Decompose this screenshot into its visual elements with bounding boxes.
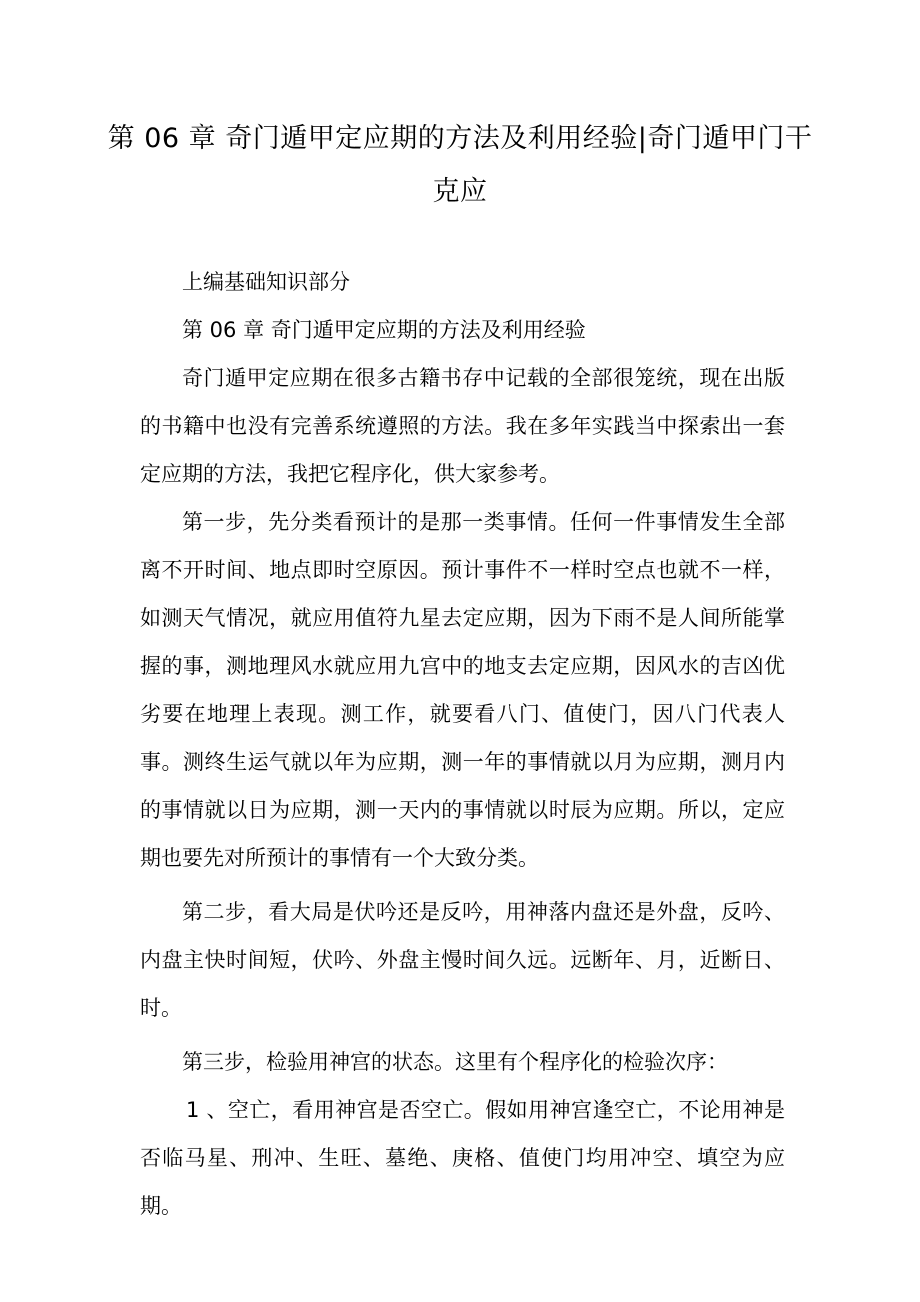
list-item-1: 1 、空亡，看用神宫是否空亡。假如用神宫逢空亡，不论用神是否临马星、刑冲、生旺、墓绝、庚格、值使门均用冲空、填空为应期。 [140, 1098, 785, 1218]
step-three-paragraph: 第三步，检验用神宫的状态。这里有个程序化的检验次序： [182, 1050, 728, 1074]
chapter-heading: 第 06 章 奇门遁甲定应期的方法及利用经验 [182, 318, 586, 342]
document-body [140, 258, 785, 1230]
section-heading: 上编基础知识部分 [182, 270, 350, 294]
intro-paragraph: 奇门遁甲定应期在很多古籍书存中记载的全部很笼统，现在出版的书籍中也没有完善系统遵照的方法。我在多年实践当中探索出一套定应期的方法，我把它程序化，供大家参考。 [140, 366, 785, 486]
step-two-paragraph: 第二步，看大局是伏吟还是反吟，用神落内盘还是外盘，反吟、内盘主快时间短，伏吟、外盘主慢时间久远。远断年、月，近断日、时。 [140, 900, 785, 1020]
step-one-paragraph: 第一步，先分类看预计的是那一类事情。任何一件事情发生全部离不开时间、地点即时空原因。预计事件不一样时空点也就不一样，如测天气情况，就应用值符九星去定应期，因为下雨不是人间所能掌握的事，测地理风水就应用九宫中的地支去定应期，因风水的吉凶优劣要在地理上表现。测工作，就要看八门、值使门，因八门代表人事。测终生运气就以年为应期，测一年的事情就以月为应期，测月内的事情就以日为应期，测一天内的事情就以时辰为应期。所以，定应期也要先对所预计的事情有一个大致分类。 [140, 510, 785, 870]
document-title: 第 06 章 奇门遁甲定应期的方法及利用经验|奇门遁甲门干克应 [107, 123, 813, 207]
